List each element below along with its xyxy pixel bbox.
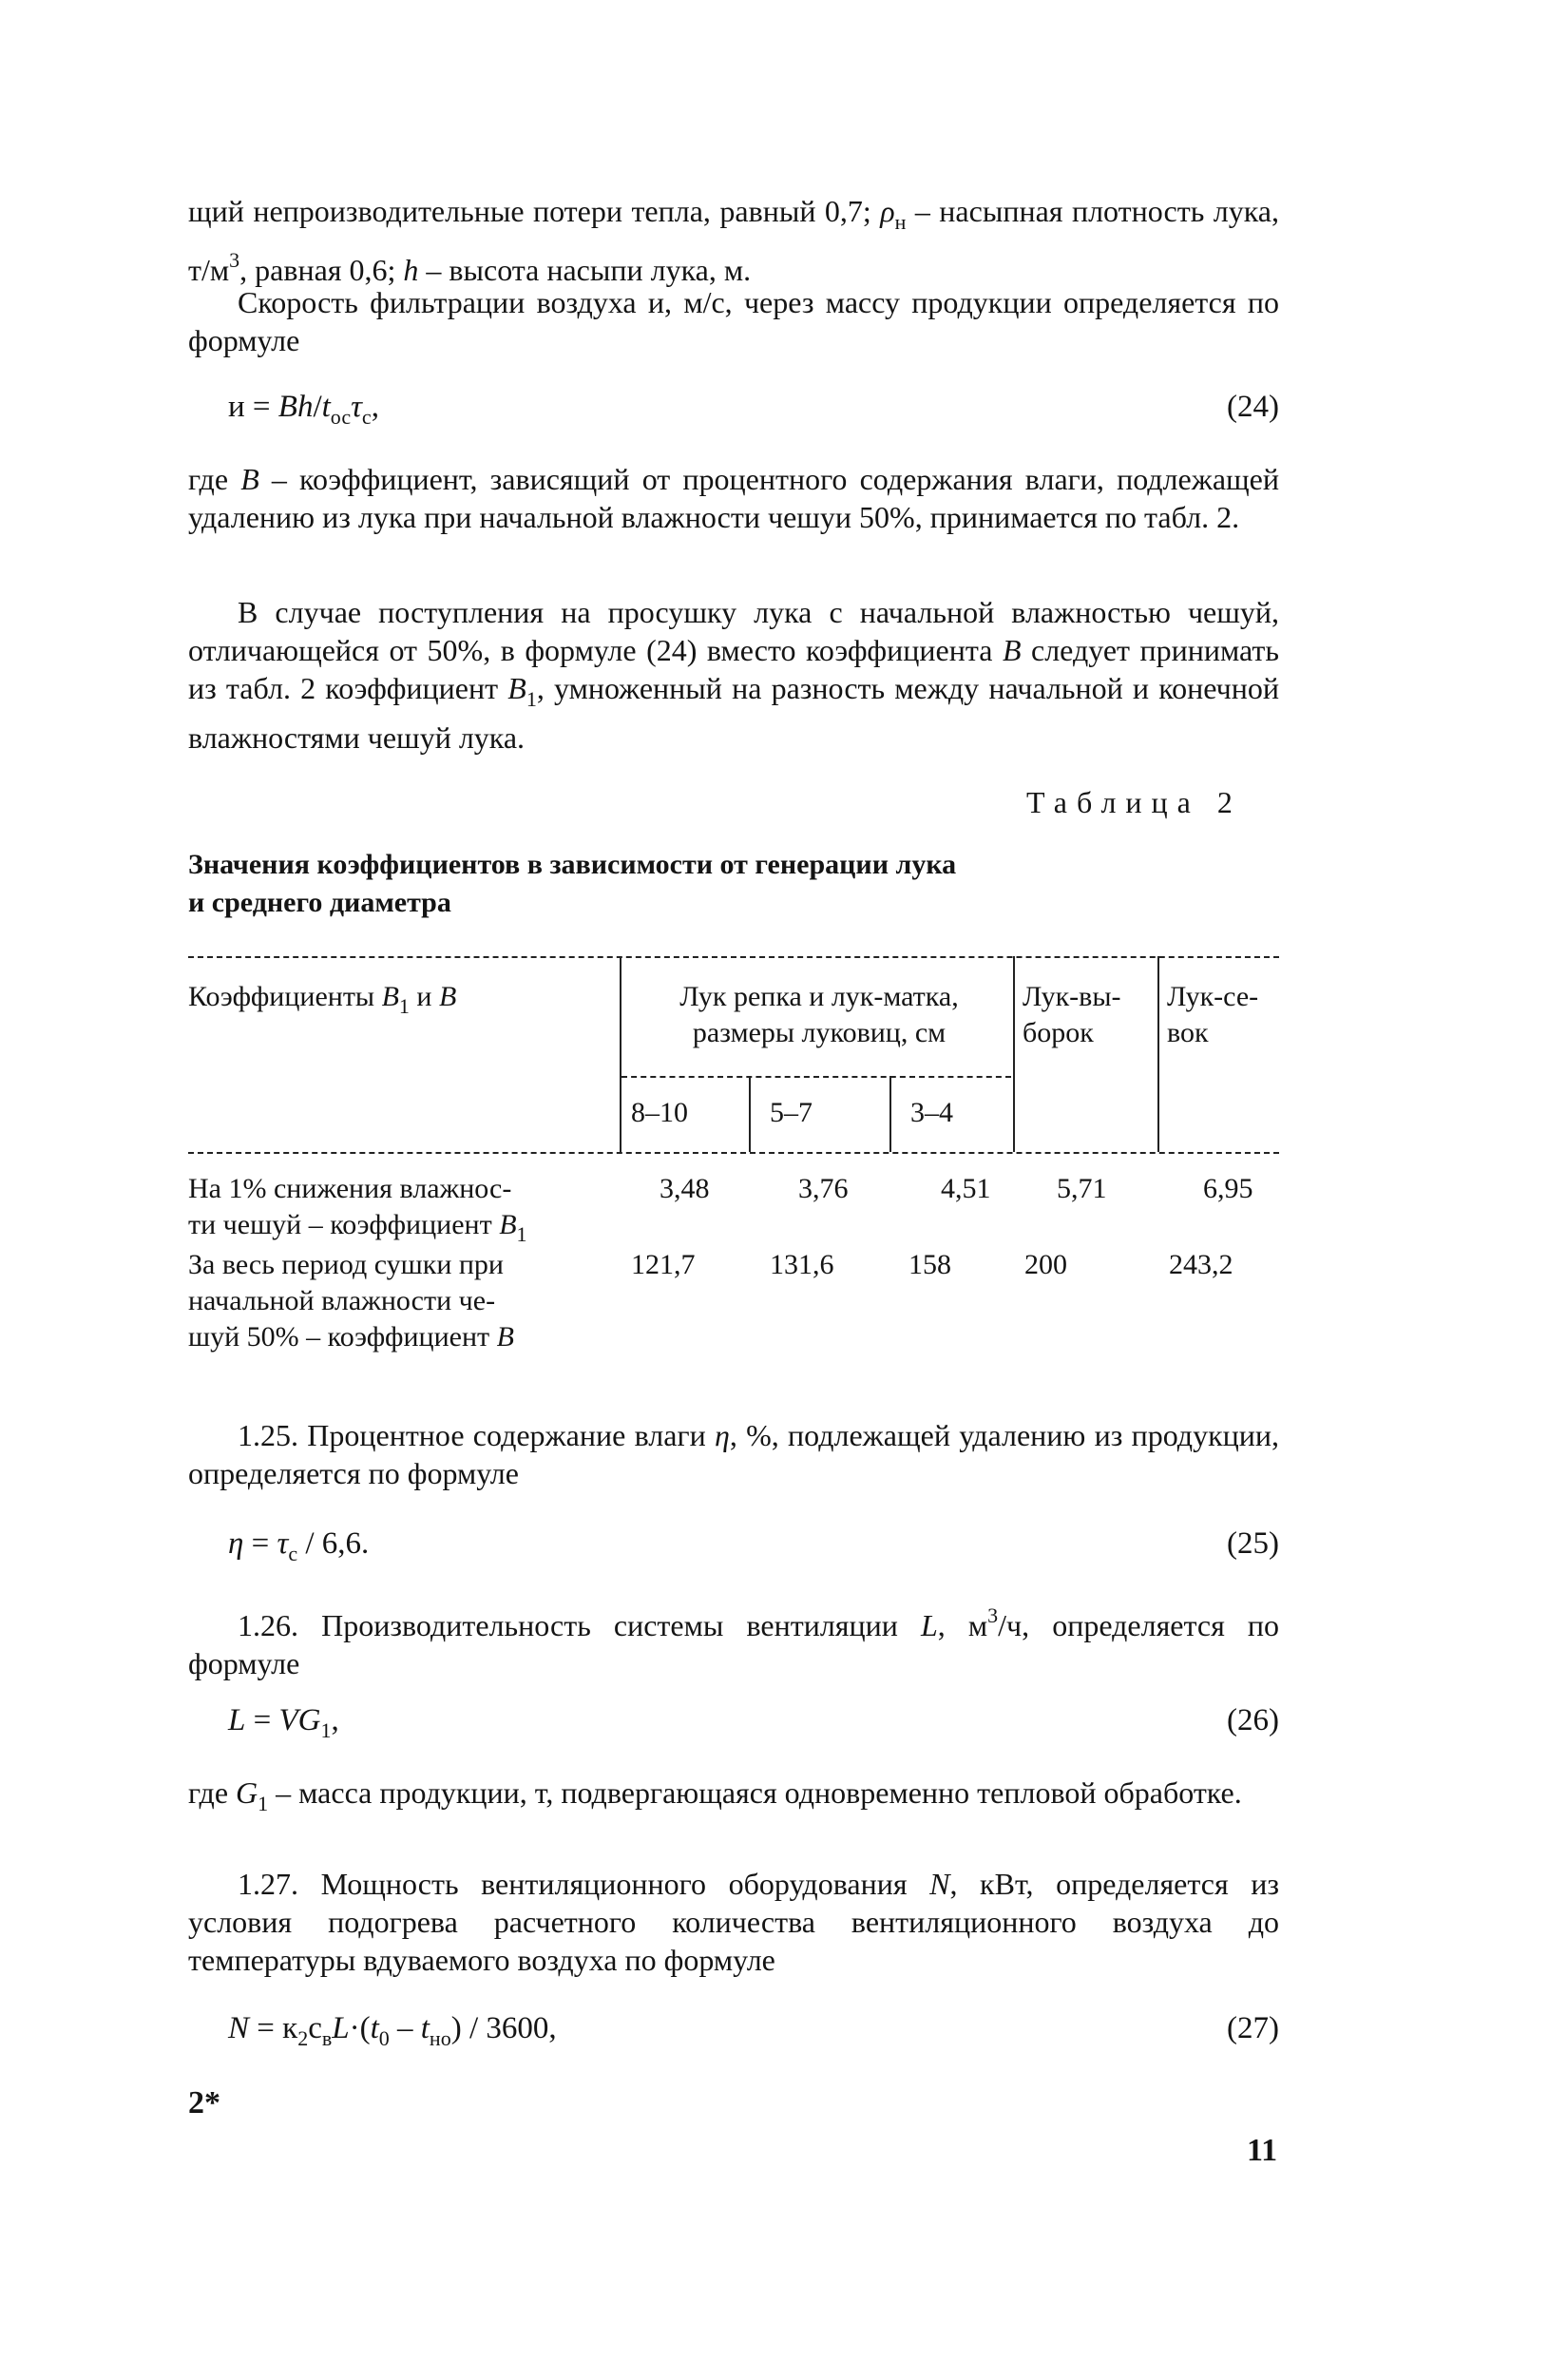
table-cell: 3,48 <box>660 1173 710 1204</box>
table-head-line: размеры луковиц, см <box>692 1017 947 1048</box>
eq-lhs: и = <box>228 390 278 424</box>
table-head-size-8-10: 8–10 <box>631 1097 688 1128</box>
eq-op: = <box>245 1703 279 1737</box>
eq-op: / <box>313 390 322 424</box>
symbol-eta: η <box>714 1418 730 1452</box>
text-fragment: следует принимать из табл. 2 коэффициент <box>188 633 1280 705</box>
paragraph-filtration-speed <box>188 283 1279 359</box>
eq-term: t <box>321 390 331 424</box>
text-fragment: где <box>188 462 241 496</box>
subscript: 1 <box>258 1792 269 1815</box>
table-row-1-label <box>188 1171 527 1253</box>
symbol-rho: ρ <box>880 194 895 228</box>
table-head-vyborok <box>1023 979 1120 1051</box>
eq-term: Bh <box>277 390 314 424</box>
eq-term: VG <box>278 1703 321 1737</box>
row-label-line: ти чешуй – коэффициент <box>188 1209 500 1240</box>
row-label-line: На 1% снижения влажнос- <box>188 1173 512 1204</box>
eq-op: = <box>243 1526 277 1561</box>
table-row-2-label <box>188 1247 514 1355</box>
paragraph-mass <box>188 1774 1279 1823</box>
table-col-divider <box>620 956 621 1152</box>
text-fragment: 1.25. Процентное содержание влаги <box>238 1418 715 1452</box>
eq-term: ) / 3600, <box>450 2011 557 2045</box>
table-cell: 4,51 <box>941 1173 991 1204</box>
text-fragment: 1.27. Мощность вентиляционного оборудования <box>238 1867 930 1901</box>
equation-number: (24) <box>1227 390 1279 424</box>
eq-op: – <box>389 2011 421 2045</box>
eq-term: L <box>332 2011 350 2045</box>
text-fragment: – коэффициент, зависящий от процентного содержания влаги, подлежащей удалению из лука при начальной влажности чешуи 50%, принимается по табл. 2. <box>188 462 1280 534</box>
table-cell: 131,6 <box>770 1249 834 1280</box>
equation-formula <box>228 2011 557 2051</box>
equation-number: (25) <box>1227 1526 1279 1561</box>
paragraph-text: Скорость фильтрации воздуха и, м/с, через массу продукции определяется по формуле <box>188 285 1279 357</box>
table-cell: 5,71 <box>1057 1173 1107 1204</box>
table-head-line: Лук репка и лук-матка, <box>679 981 959 1012</box>
paragraph-coefficient-b <box>188 460 1279 536</box>
eq-punct: , <box>331 1703 339 1737</box>
paragraph-1-25 <box>188 1416 1279 1492</box>
table-title-line: и среднего диаметра <box>188 887 451 918</box>
table-head-sevok <box>1167 979 1258 1051</box>
equation-formula <box>228 390 379 430</box>
equation-formula <box>228 1526 369 1566</box>
paragraph-initial-moisture <box>188 593 1279 757</box>
eq-term: t <box>420 2011 430 2045</box>
text-fragment: – высота насыпи лука, м. <box>418 253 752 287</box>
table-cell: 200 <box>1024 1249 1067 1280</box>
table-head-size-5-7: 5–7 <box>770 1097 813 1128</box>
text-fragment: где <box>188 1775 237 1810</box>
superscript: 3 <box>229 248 240 272</box>
text-fragment: и <box>409 981 439 1012</box>
symbol-b1: B <box>381 981 399 1012</box>
table-col-divider <box>1157 956 1159 1152</box>
symbol-b: B <box>240 462 259 496</box>
equation-26 <box>228 1703 1279 1745</box>
table-col-divider <box>1013 956 1015 1152</box>
table-head-line: борок <box>1023 1017 1094 1048</box>
subscript: с <box>288 1542 298 1565</box>
eq-term: η <box>228 1526 244 1561</box>
symbol-l: L <box>920 1608 938 1642</box>
table-top-rule <box>188 956 1279 958</box>
eq-term: τ <box>277 1526 289 1561</box>
text-fragment: 1.26. Производительность системы вентиляции <box>238 1608 921 1642</box>
symbol-b: B <box>496 1321 514 1353</box>
equation-formula <box>228 1703 339 1743</box>
symbol-g1: G <box>236 1775 258 1810</box>
table-col-divider <box>749 1076 751 1152</box>
signature-mark: 2* <box>188 2085 220 2120</box>
table-cell: 158 <box>908 1249 951 1280</box>
table-head-coefficients <box>188 979 456 1025</box>
subscript: ос <box>330 405 352 429</box>
paragraph-1-27 <box>188 1865 1279 1979</box>
paragraph-1-26 <box>188 1597 1279 1682</box>
text-fragment: – насыпная плотность лука, т/м <box>188 194 1280 287</box>
eq-term: t <box>370 2011 379 2045</box>
equation-24 <box>228 390 1279 432</box>
table-caption: Таблица 2 <box>1026 785 1242 819</box>
subscript: но <box>429 2026 451 2050</box>
equation-25 <box>228 1526 1279 1568</box>
table-cell: 243,2 <box>1169 1249 1233 1280</box>
table-cell: 6,95 <box>1203 1173 1253 1204</box>
table-cell: 121,7 <box>631 1249 696 1280</box>
text-fragment: , кВт, определяется из условия подогрева расчетного количества вентиляционного воздуха до температуры вдуваемого воздуха по формуле <box>188 1867 1280 1977</box>
symbol-b: B <box>1002 633 1022 667</box>
table-header-bottom-rule <box>188 1152 1279 1154</box>
superscript: 3 <box>987 1603 999 1627</box>
equation-number: (27) <box>1227 2011 1279 2045</box>
subscript: 2 <box>297 2026 309 2050</box>
table-head-line: Лук-се- <box>1167 981 1259 1012</box>
subscript: 0 <box>378 2026 390 2050</box>
table-title-line: Значения коэффициентов в зависимости от генерации лука <box>188 849 957 880</box>
eq-term: τ <box>351 390 362 424</box>
table-head-line: Лук-вы- <box>1023 981 1121 1012</box>
text-fragment: – масса продукции, т, подвергающаяся одновременно тепловой обработке. <box>268 1775 1242 1810</box>
text-fragment: /ч, определяется по формуле <box>188 1608 1280 1680</box>
eq-punct: , <box>371 390 379 424</box>
equation-27 <box>228 2011 1279 2053</box>
text-fragment: , %, подлежащей удалению из продукции, определяется по формуле <box>188 1418 1280 1490</box>
text-fragment: , равная 0,6; <box>239 253 404 287</box>
table-head-size-3-4: 3–4 <box>910 1097 953 1128</box>
row-label-line: начальной влажности че- <box>188 1285 496 1316</box>
subscript: в <box>321 2026 333 2050</box>
symbol-h: h <box>403 253 419 287</box>
eq-term: с <box>308 2011 322 2045</box>
eq-op: ·( <box>349 2011 371 2045</box>
table-head-onion-group <box>627 979 1011 1051</box>
text-fragment: В случае поступления на просушку лука с начальной влажностью чешуй, отличающейся от 50%, в формуле (24) вместо коэффициента <box>188 595 1279 667</box>
row-label-line: За весь период сушки при <box>188 1249 504 1280</box>
eq-op: = <box>249 2011 283 2045</box>
text-fragment: Коэффициенты <box>188 981 382 1012</box>
table-col-divider <box>889 1076 891 1152</box>
text-fragment: , умноженный на разность между начальной и конечной влажностями чешуй лука. <box>188 671 1280 755</box>
eq-term: / 6,6. <box>297 1526 370 1561</box>
table-subhead-rule <box>621 1076 1011 1078</box>
table-head-line: вок <box>1167 1017 1209 1048</box>
paragraph-heat-loss <box>188 192 1279 289</box>
equation-number: (26) <box>1227 1703 1279 1737</box>
subscript: 1 <box>516 1222 527 1246</box>
table-cell: 3,76 <box>798 1173 849 1204</box>
symbol-b1: B <box>507 671 526 705</box>
row-label-line: шуй 50% – коэффициент <box>188 1321 497 1353</box>
subscript: н <box>894 210 907 234</box>
subscript: с <box>361 405 372 429</box>
symbol-b: B <box>438 981 457 1012</box>
page-number: 11 <box>1247 2133 1278 2168</box>
text-fragment: , м <box>937 1608 988 1642</box>
subscript: 1 <box>398 994 410 1018</box>
symbol-b1: B <box>499 1209 517 1240</box>
text-fragment: щий непроизводительные потери тепла, равный 0,7; <box>188 194 881 228</box>
eq-term: N <box>228 2011 250 2045</box>
subscript: 1 <box>320 1718 332 1742</box>
subscript: 1 <box>526 687 537 711</box>
eq-term: к <box>282 2011 298 2045</box>
eq-term: L <box>228 1703 246 1737</box>
table-title <box>188 846 956 922</box>
symbol-n: N <box>929 1867 950 1901</box>
